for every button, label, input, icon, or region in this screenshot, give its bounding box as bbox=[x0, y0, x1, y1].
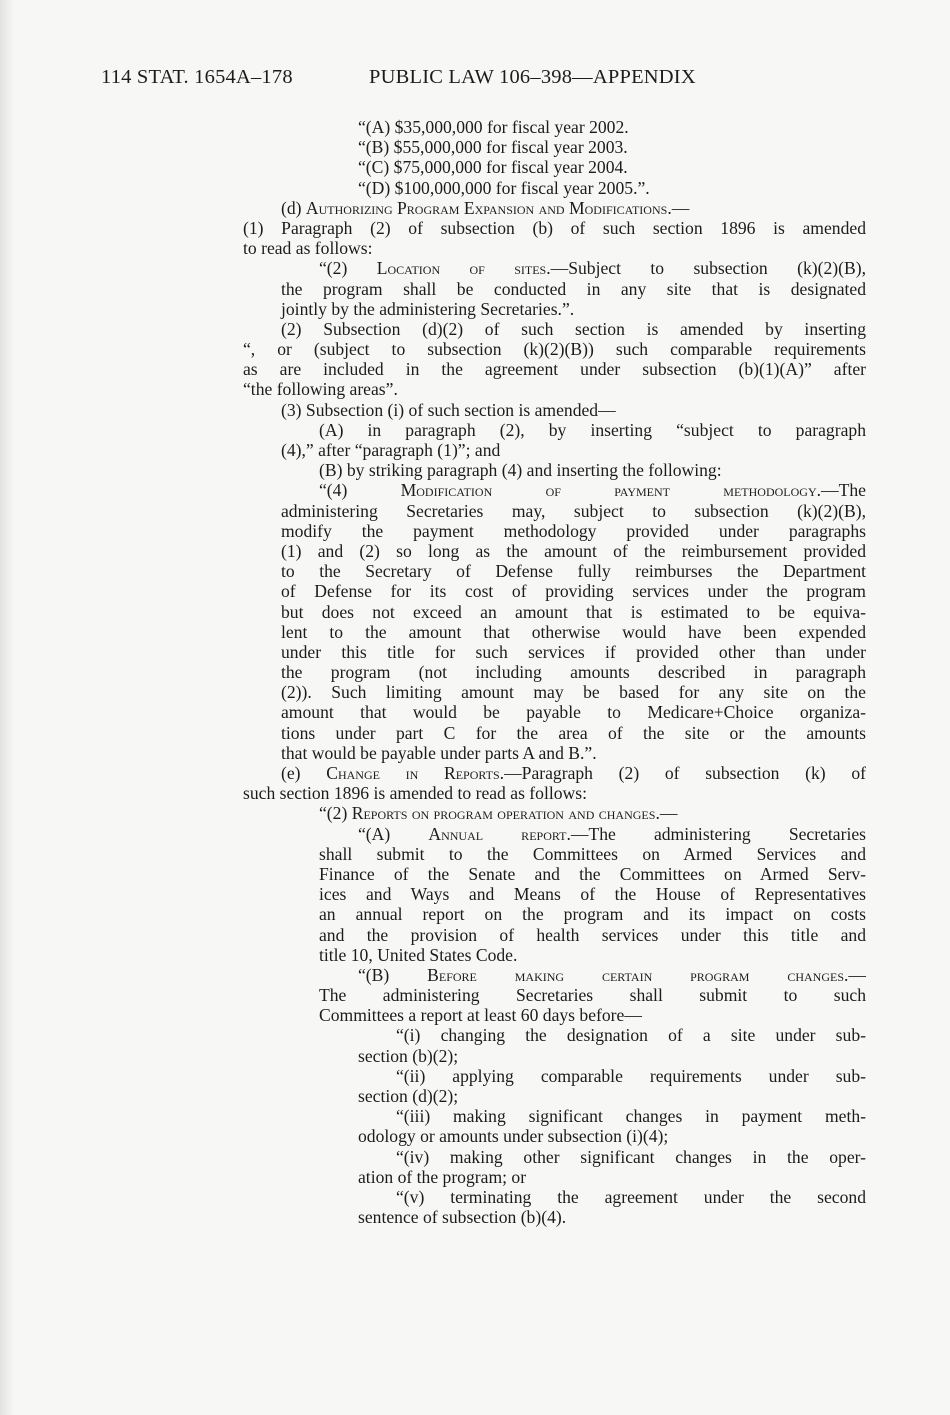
text-line: (3) Subsection (i) of such section is amended— bbox=[281, 399, 616, 420]
text-line: and the provision of health services under this title and bbox=[319, 924, 866, 945]
text-segment: “(2) bbox=[319, 803, 352, 824]
text-line: to read as follows: bbox=[243, 238, 373, 259]
text-segment: .—The bbox=[816, 480, 866, 501]
public-law-title: PUBLIC LAW 106–398—APPENDIX bbox=[369, 66, 696, 88]
text-segment: (d) bbox=[281, 197, 306, 218]
text-line: but does not exceed an amount that is estimated to be equiva- bbox=[281, 601, 866, 622]
text-line: The administering Secretaries shall submit to such bbox=[319, 985, 866, 1006]
text-line: “(D) $100,000,000 for fiscal year 2005.”. bbox=[358, 177, 650, 198]
text-line: to the Secretary of Defense fully reimburses the Department bbox=[281, 561, 866, 582]
text-line: “(A) $35,000,000 for fiscal year 2002. bbox=[358, 117, 629, 137]
text-segment: “(2) bbox=[319, 258, 377, 279]
text-line: an annual report on the program and its impact on costs bbox=[319, 904, 866, 925]
text-line: tions under part C for the area of the site or the amounts bbox=[281, 722, 866, 743]
text-line bbox=[243, 763, 866, 783]
text-line: that would be payable under parts A and B.”. bbox=[281, 742, 597, 763]
text-line: as are included in the agreement under subsection (b)(1)(A)” after bbox=[243, 359, 866, 380]
text-line: (2) Subsection (d)(2) of such section is amended by inserting bbox=[281, 318, 866, 339]
section-heading: Change in Reports bbox=[326, 763, 500, 783]
text-line bbox=[243, 480, 866, 500]
text-segment: .—The administering Secretaries bbox=[566, 823, 866, 844]
text-segment: .— bbox=[667, 197, 690, 218]
text-line bbox=[243, 198, 866, 218]
section-heading: Location of sites bbox=[376, 258, 547, 279]
section-heading: Modification of payment methodology bbox=[400, 480, 817, 501]
text-line: “(i) changing the designation of a site under sub- bbox=[396, 1025, 866, 1046]
text-line: Committees a report at least 60 days before— bbox=[319, 1005, 642, 1026]
page-edge-shadow bbox=[0, 0, 14, 1415]
text-line: (2)). Such limiting amount may be based for any site on the bbox=[281, 682, 866, 703]
text-line: ation of the program; or bbox=[358, 1166, 527, 1187]
text-line: modify the payment methodology provided under paragraphs bbox=[281, 520, 866, 541]
text-line: “the following areas”. bbox=[243, 379, 398, 400]
text-line: shall submit to the Committees on Armed Services and bbox=[319, 843, 866, 864]
text-line: “(iv) making other significant changes in the oper- bbox=[396, 1146, 866, 1167]
text-segment: “(A) bbox=[358, 823, 429, 844]
text-line: (1) and (2) so long as the amount of the reimbursement provided bbox=[281, 540, 866, 561]
text-line: section (b)(2); bbox=[358, 1045, 459, 1066]
text-line: under this title for such services if provided other than under bbox=[281, 641, 866, 662]
text-line: sentence of subsection (b)(4). bbox=[358, 1207, 567, 1228]
text-segment: “(B) bbox=[358, 964, 428, 985]
text-line: title 10, United States Code. bbox=[319, 944, 518, 965]
text-line: the program (not including amounts described in paragraph bbox=[281, 662, 866, 683]
text-line: (B) by striking paragraph (4) and inserting the following: bbox=[319, 460, 722, 481]
text-line bbox=[243, 824, 866, 844]
section-heading: Before making certain program changes bbox=[427, 964, 845, 985]
text-segment: (e) bbox=[281, 763, 327, 783]
page-header bbox=[101, 66, 861, 96]
text-line: the program shall be conducted in any site that is designated bbox=[281, 278, 866, 299]
text-line: section (d)(2); bbox=[358, 1086, 459, 1106]
text-line: jointly by the administering Secretaries.”. bbox=[281, 298, 575, 319]
text-line: ices and Ways and Means of the House of Representatives bbox=[319, 884, 866, 905]
text-line: “(v) terminating the agreement under the second bbox=[396, 1186, 866, 1207]
text-line: amount that would be payable to Medicare+Choice organiza- bbox=[281, 702, 866, 723]
text-line bbox=[243, 803, 866, 823]
text-line: “(iii) making significant changes in payment meth- bbox=[396, 1106, 866, 1127]
text-line: of Defense for its cost of providing services under the program bbox=[281, 581, 866, 602]
text-line: (1) Paragraph (2) of subsection (b) of such section 1896 is amended bbox=[243, 217, 866, 238]
text-line bbox=[243, 258, 866, 278]
section-heading: Authorizing Program Expansion and Modifications bbox=[305, 197, 668, 218]
text-line: “, or (subject to subsection (k)(2)(B)) such comparable requirements bbox=[243, 339, 866, 360]
text-line: “(C) $75,000,000 for fiscal year 2004. bbox=[358, 157, 628, 178]
text-segment: .—Paragraph (2) of subsection (k) of bbox=[499, 763, 866, 783]
text-segment: .—Subject to subsection (k)(2)(B), bbox=[546, 258, 866, 279]
text-segment: .— bbox=[655, 803, 678, 824]
text-line: Finance of the Senate and the Committees on Armed Serv- bbox=[319, 863, 866, 884]
text-line bbox=[243, 965, 866, 985]
text-line: “(ii) applying comparable requirements under sub- bbox=[396, 1065, 866, 1086]
section-heading: Annual report bbox=[428, 823, 567, 844]
text-line: (4),” after “paragraph (1)”; and bbox=[281, 440, 501, 460]
text-segment: “(4) bbox=[319, 480, 401, 501]
text-segment: .— bbox=[844, 964, 867, 985]
text-line: lent to the amount that otherwise would have been expended bbox=[281, 621, 866, 642]
text-line: odology or amounts under subsection (i)(4); bbox=[358, 1126, 669, 1147]
section-heading: Reports on program operation and changes bbox=[351, 803, 656, 824]
statute-citation: 114 STAT. 1654A–178 bbox=[101, 66, 293, 88]
text-line: (A) in paragraph (2), by inserting “subject to paragraph bbox=[319, 419, 866, 440]
text-line: “(B) $55,000,000 for fiscal year 2003. bbox=[358, 137, 628, 158]
document-body bbox=[243, 117, 866, 1227]
text-line: such section 1896 is amended to read as follows: bbox=[243, 783, 587, 804]
text-line: administering Secretaries may, subject to subsection (k)(2)(B), bbox=[281, 500, 866, 521]
